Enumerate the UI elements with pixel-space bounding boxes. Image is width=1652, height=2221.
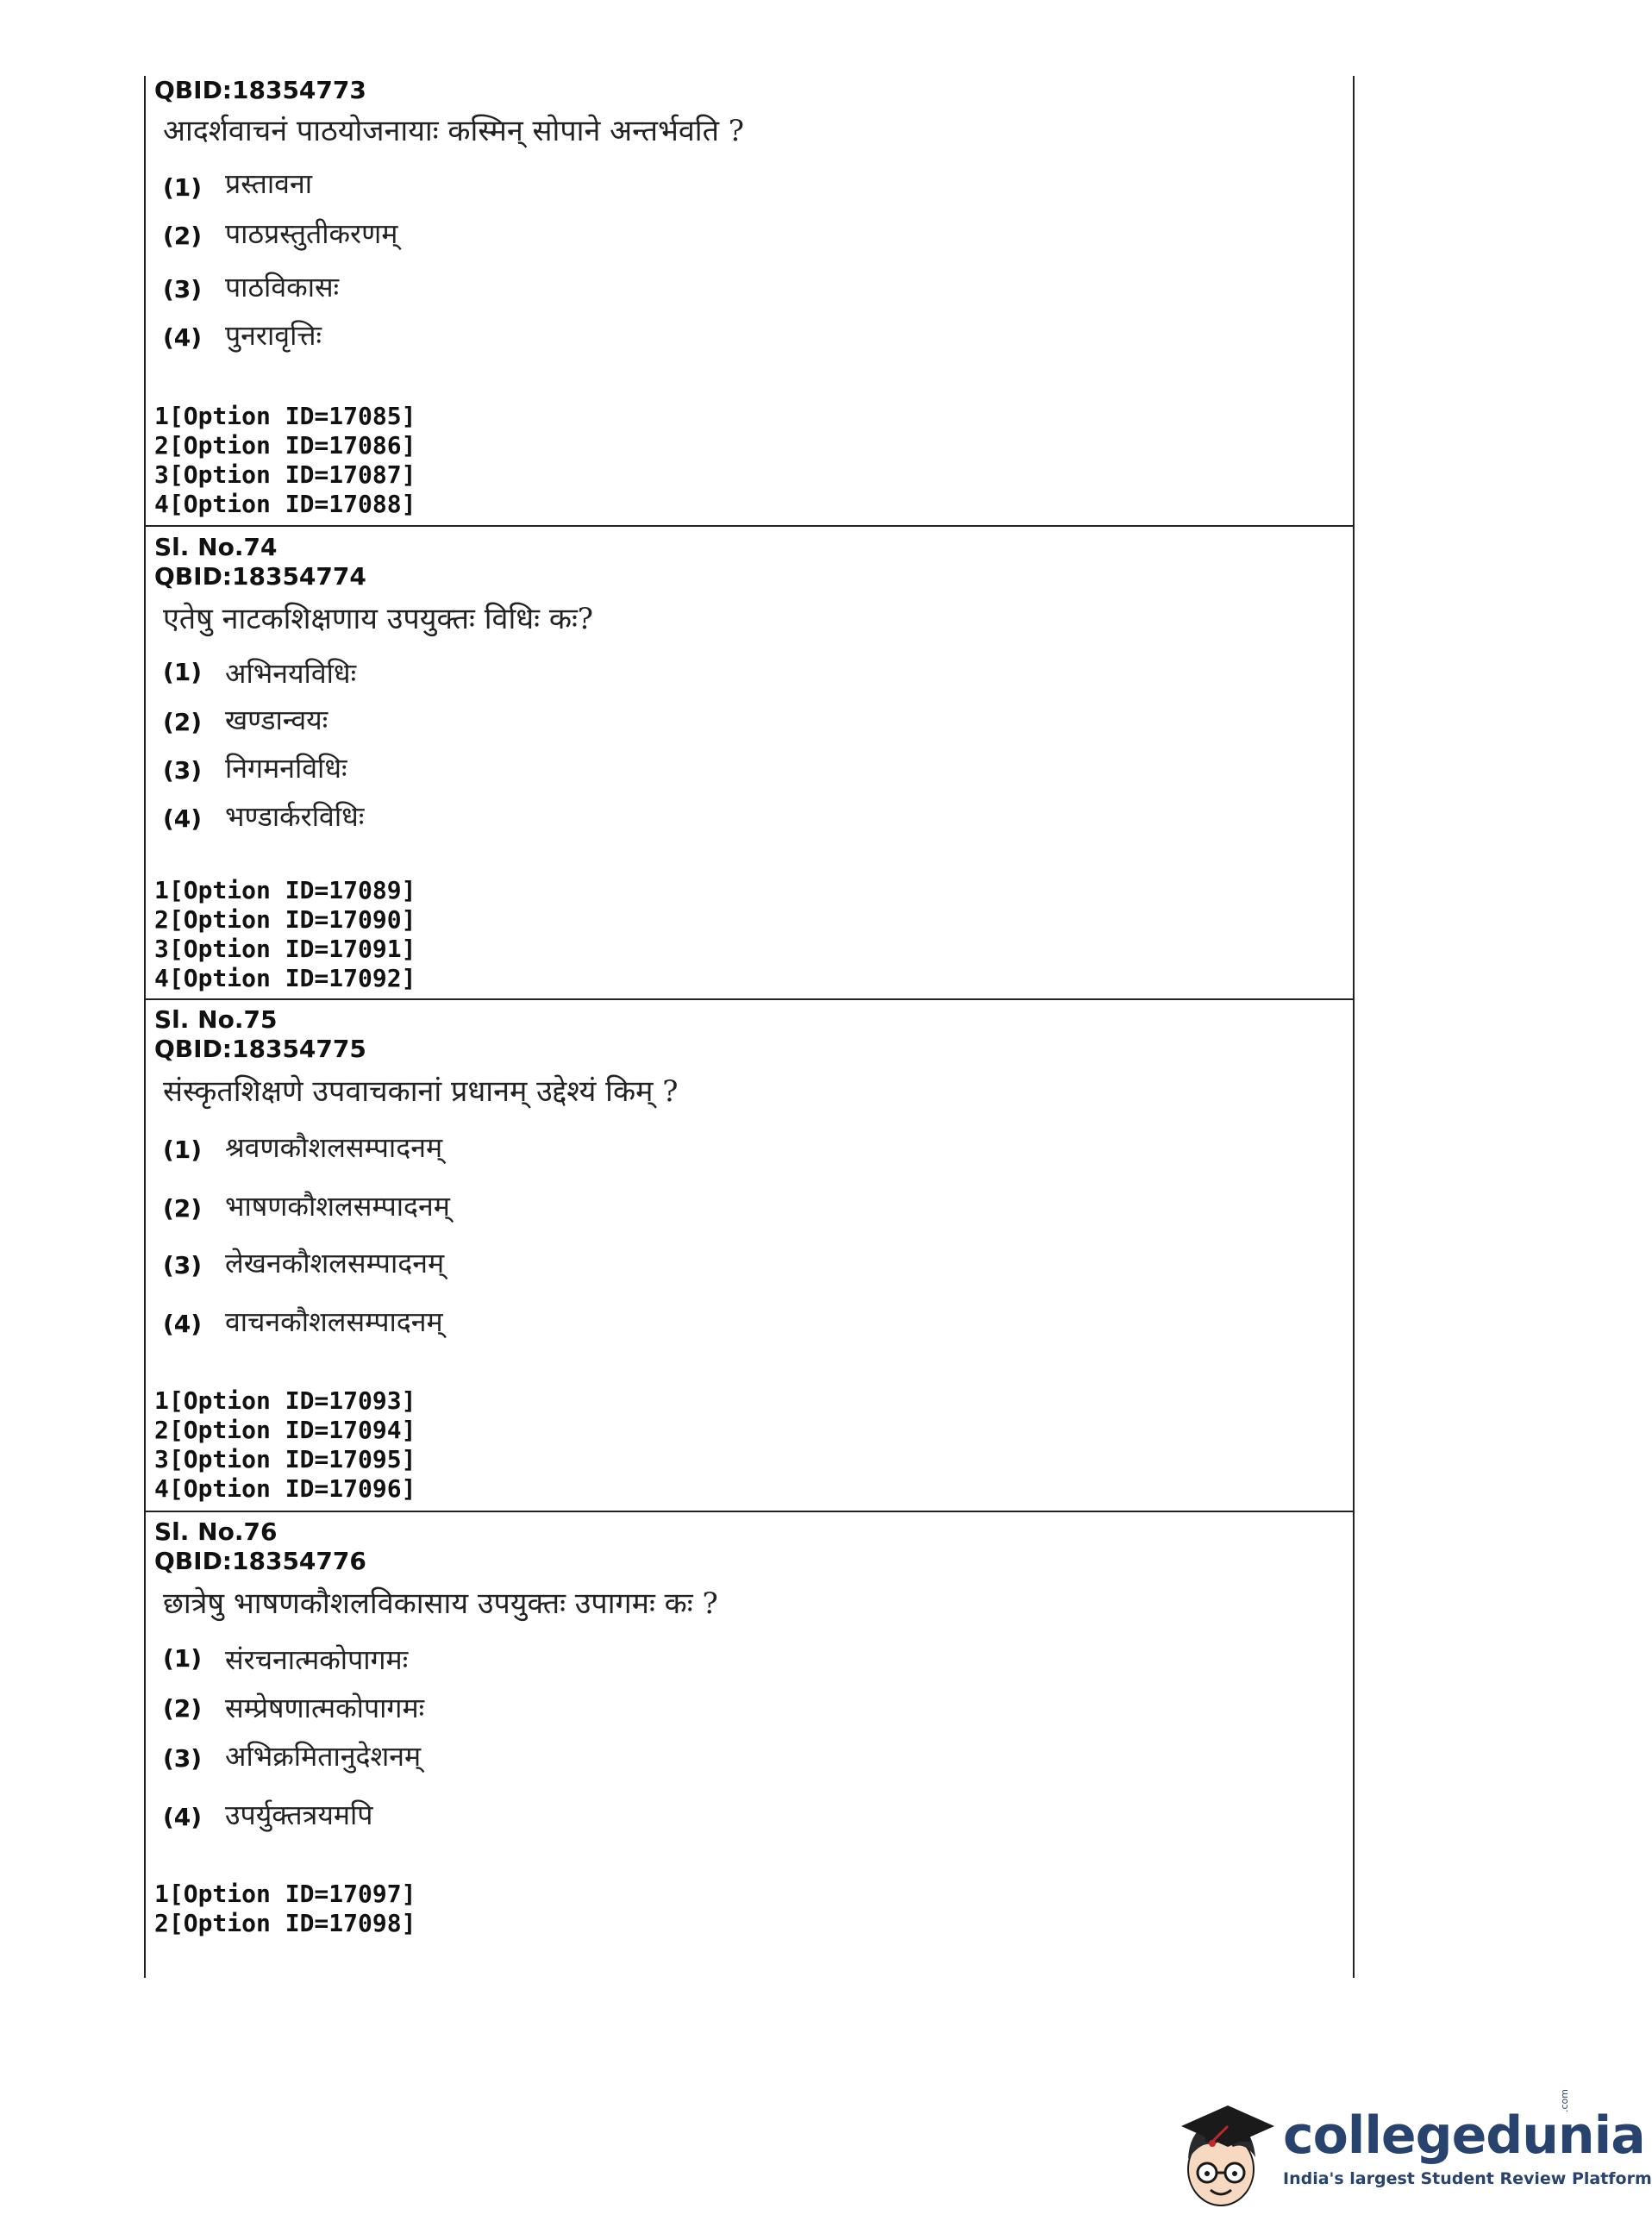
- question-block-75: [144, 1002, 1355, 1511]
- question-block-74: [144, 529, 1355, 995]
- option-text: अभिनयविधिः: [225, 657, 357, 690]
- option-number: (4): [163, 1803, 203, 1831]
- serial-number: Sl. No.75: [154, 1005, 278, 1034]
- option-id: 2[Option ID=17090]: [154, 905, 416, 934]
- option-number: (4): [163, 804, 203, 833]
- option-text: पाठविकासः: [225, 271, 340, 303]
- row-divider: [144, 525, 1355, 527]
- option-number: (3): [163, 275, 203, 303]
- option-text: सम्प्रेषणात्मकोपागमः: [225, 1692, 425, 1724]
- option-id: 4[Option ID=17088]: [154, 490, 416, 518]
- option-number: (1): [163, 658, 203, 686]
- option-number: (3): [163, 1744, 203, 1773]
- question-text: संस्कृतशिक्षणे उपवाचकानां प्रधानम् उद्देश्यं किम् ?: [163, 1074, 679, 1109]
- mascot-icon: [1173, 2097, 1285, 2218]
- option-text: भण्डार्करविधिः: [225, 800, 365, 833]
- option-text: वाचनकौशलसम्पादनम्: [225, 1305, 443, 1338]
- question-block-76: [144, 1514, 1355, 1945]
- option-id: 1[Option ID=17097]: [154, 1880, 416, 1908]
- option-text: खण्डान्वयः: [225, 704, 329, 736]
- serial-number: Sl. No.76: [154, 1517, 278, 1546]
- option-text: अभिक्रमितानुदेशनम्: [225, 1740, 422, 1773]
- option-number: (2): [163, 708, 203, 736]
- option-id: 3[Option ID=17087]: [154, 460, 416, 489]
- option-id: 2[Option ID=17086]: [154, 431, 416, 460]
- option-text: प्रस्तावना: [225, 167, 313, 200]
- option-id: 1[Option ID=17085]: [154, 402, 416, 430]
- option-id: 3[Option ID=17091]: [154, 935, 416, 963]
- option-id: 2[Option ID=17094]: [154, 1416, 416, 1444]
- option-number: (1): [163, 1136, 203, 1164]
- row-divider: [144, 1511, 1355, 1512]
- option-id: 1[Option ID=17093]: [154, 1386, 416, 1415]
- option-number: (1): [163, 173, 203, 202]
- option-text: निगमनविधिः: [225, 752, 347, 785]
- option-number: (1): [163, 1644, 203, 1673]
- option-text: संरचनात्मकोपागमः: [225, 1643, 409, 1676]
- option-id: 4[Option ID=17092]: [154, 964, 416, 992]
- qbid: QBID:18354773: [154, 76, 366, 104]
- option-number: (3): [163, 1251, 203, 1279]
- option-text: पुनरावृत्तिः: [225, 319, 322, 352]
- qbid: QBID:18354775: [154, 1035, 366, 1063]
- option-id: 1[Option ID=17089]: [154, 876, 416, 904]
- option-number: (4): [163, 323, 203, 352]
- logo-tagline: India's largest Student Review Platform: [1283, 2169, 1652, 2188]
- option-number: (3): [163, 756, 203, 785]
- option-text: पाठप्रस्तुतीकरणम्: [225, 217, 398, 250]
- option-number: (4): [163, 1310, 203, 1338]
- logo-wordmark: collegedunia: [1283, 2105, 1645, 2166]
- question-text: छात्रेषु भाषणकौशलविकासाय उपयुक्तः उपागमः कः ?: [163, 1586, 718, 1621]
- question-block-73: [144, 76, 1355, 524]
- question-text: आदर्शवाचनं पाठयोजनायाः कस्मिन् सोपाने अन्तर्भवति ?: [163, 114, 744, 148]
- option-id: 2[Option ID=17098]: [154, 1909, 416, 1937]
- row-divider: [144, 998, 1355, 1000]
- option-number: (2): [163, 1694, 203, 1723]
- option-text: उपर्युक्तत्रयमपि: [225, 1799, 373, 1831]
- qbid: QBID:18354776: [154, 1547, 366, 1575]
- option-number: (2): [163, 222, 203, 250]
- option-id: 3[Option ID=17095]: [154, 1445, 416, 1473]
- option-id: 4[Option ID=17096]: [154, 1474, 416, 1503]
- qbid: QBID:18354774: [154, 562, 366, 591]
- collegedunia-logo: [1173, 2089, 1652, 2218]
- option-text: लेखनकौशलसम्पादनम्: [225, 1247, 445, 1279]
- serial-number: Sl. No.74: [154, 533, 278, 561]
- option-text: भाषणकौशलसम्पादनम्: [225, 1190, 450, 1223]
- option-number: (2): [163, 1194, 203, 1223]
- option-text: श्रवणकौशलसम्पादनम्: [225, 1131, 443, 1164]
- logo-domain-suffix: .com: [1559, 2089, 1570, 2112]
- question-text: एतेषु नाटकशिक्षणाय उपयुक्तः विधिः कः?: [163, 602, 594, 636]
